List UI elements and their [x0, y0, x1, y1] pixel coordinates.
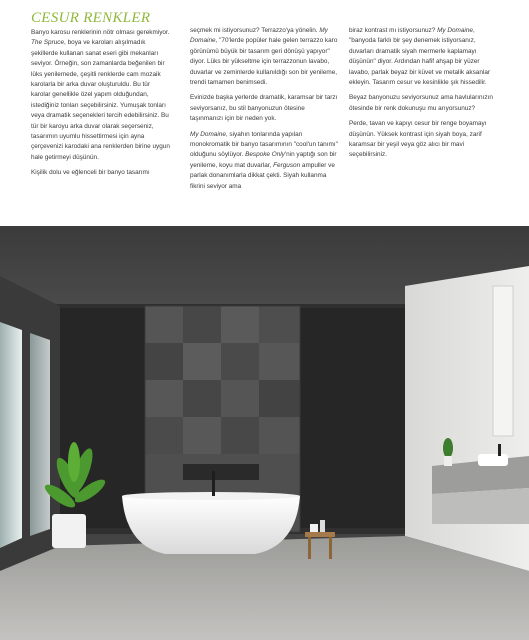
column-1-body	[31, 28, 171, 179]
paragraph-text: ampuller ve parlak donanımlarla dikkat çekti. Siyah kullanma fikrini seviyor ama	[190, 161, 335, 190]
bathroom-photo	[0, 226, 529, 640]
wooden-stool	[305, 532, 335, 537]
bottle	[320, 520, 325, 532]
paragraph-text: , "banyoda farklı bir şey denemek istiyorsanız, duvarları dramatik siyah mermerle kaplamayı düşünün" diyor. Ardından hafif ahşap bir yüzer lavabo, parlak beyaz bir küvet ve metalik aksanlar ekleyin. Tasarım cesur ve kesinlikle şık hissedilir.	[349, 27, 491, 87]
small-pot	[444, 456, 452, 466]
paragraph	[190, 130, 338, 192]
column-2-body	[190, 26, 338, 192]
faucet	[498, 444, 501, 456]
column-2	[190, 26, 338, 197]
bathtub	[122, 496, 300, 554]
italic-source-name: Ferguson	[273, 161, 301, 169]
window-pane	[30, 333, 50, 536]
paragraph	[349, 93, 499, 114]
mirror	[493, 286, 513, 436]
paragraph	[190, 93, 338, 124]
paragraph-text: Perde, tavan ve kapıyı cesur bir renge boyamayı düşünün. Yüksek kontrast için siyah boya, zarif karamsar bir yeşil veya göz alıcı bir mavi seçebilirsiniz.	[349, 120, 487, 159]
floor	[0, 536, 529, 640]
paragraph-text: , "70'lerde popüler hale gelen terrazzo karo görünümü büyük bir tasarım geri dönüşü yapıyor" diyor. Lüks bir yükseltme için terrazzonun lavabo, duvarlar ve zeminlerde kullanıldığı son bir yenileme, trendi tamamen benimsedi.	[190, 37, 338, 87]
italic-source-name: My Domaine	[190, 27, 328, 45]
paragraph-text: , boya ve karoları alışılmadık şekillerde kullanan sanat eseri gibi mekanları seviyor. Örneğin, son zamanlarda beğenilen bir lüks yenilemede, çeşitli renklerde cam mozaik karolarla bir arka duvar oluşturuldu. Bu tür karolar genellikle özel yapım olduğundan, istediğiniz tonları seçebilirsiniz. Yumuşak tonları veya dramatik seçenekleri tercih edebilirsiniz. Bu tür bir karoyu arka duvar olarak seçerseniz, tasarımın uyumlu hissettirmesi için ayna çerçevenizi karodaki ana renklerden birine uygun hale getirmeyi düşünün.	[31, 39, 170, 161]
bathroom-illustration	[0, 226, 529, 640]
paragraph	[349, 119, 499, 161]
paragraph-text: Evinizde başka yerlerde dramatik, karamsar bir tarzı seviyorsanız, bu stil banyonuzun ötesine taşınmanızı için bir neden yok.	[190, 94, 338, 123]
italic-source-name: Bespoke Only	[245, 151, 285, 159]
paragraph-text: Banyo karosu renklerinin nötr olması gerekmiyor.	[31, 29, 170, 36]
paragraph-text: Kişilik dolu ve eğlenceli bir banyo tasarımı	[31, 169, 150, 177]
plant-pot	[52, 514, 86, 548]
italic-source-name: The Spruce	[31, 39, 65, 47]
paragraph-text: biraz kontrast mı istiyorsunuz?	[349, 27, 438, 34]
column-3	[349, 26, 499, 166]
article-text	[0, 0, 529, 226]
paragraph-text: seçmek mi istiyorsunuz? Terrazzo'ya yönelin.	[190, 27, 320, 34]
paragraph	[31, 28, 171, 163]
column-1	[31, 10, 171, 184]
basin	[478, 454, 508, 466]
italic-source-name: My Domaine	[190, 130, 226, 138]
paragraph-text: Beyaz banyonuzu seviyorsunuz ama havlularınızın ötesinde bir renk dokunuşu mu arıyorsunuz?	[349, 94, 493, 112]
paragraph	[190, 26, 338, 88]
paragraph-text: 'nin yaptığı son bir yenileme, koyu mat duvarlar,	[190, 151, 337, 169]
vanity-cabinet	[432, 488, 529, 524]
tub-faucet	[212, 471, 215, 496]
italic-source-name: My Domaine	[437, 27, 473, 34]
bathtub-rim	[122, 492, 300, 500]
paragraph-text: , siyahın tonlarında yapılan monokromatik bir banyo tasarımının "cool'un tanımı" olduğunu söylüyor.	[190, 130, 338, 159]
column-3-body	[349, 26, 499, 161]
small-plant	[443, 438, 453, 458]
section-heading: CESUR RENKLER	[31, 10, 151, 26]
window	[0, 322, 22, 548]
towel	[310, 524, 318, 532]
paragraph	[349, 26, 499, 88]
paragraph	[31, 168, 171, 178]
shower-glass-right	[300, 308, 405, 528]
